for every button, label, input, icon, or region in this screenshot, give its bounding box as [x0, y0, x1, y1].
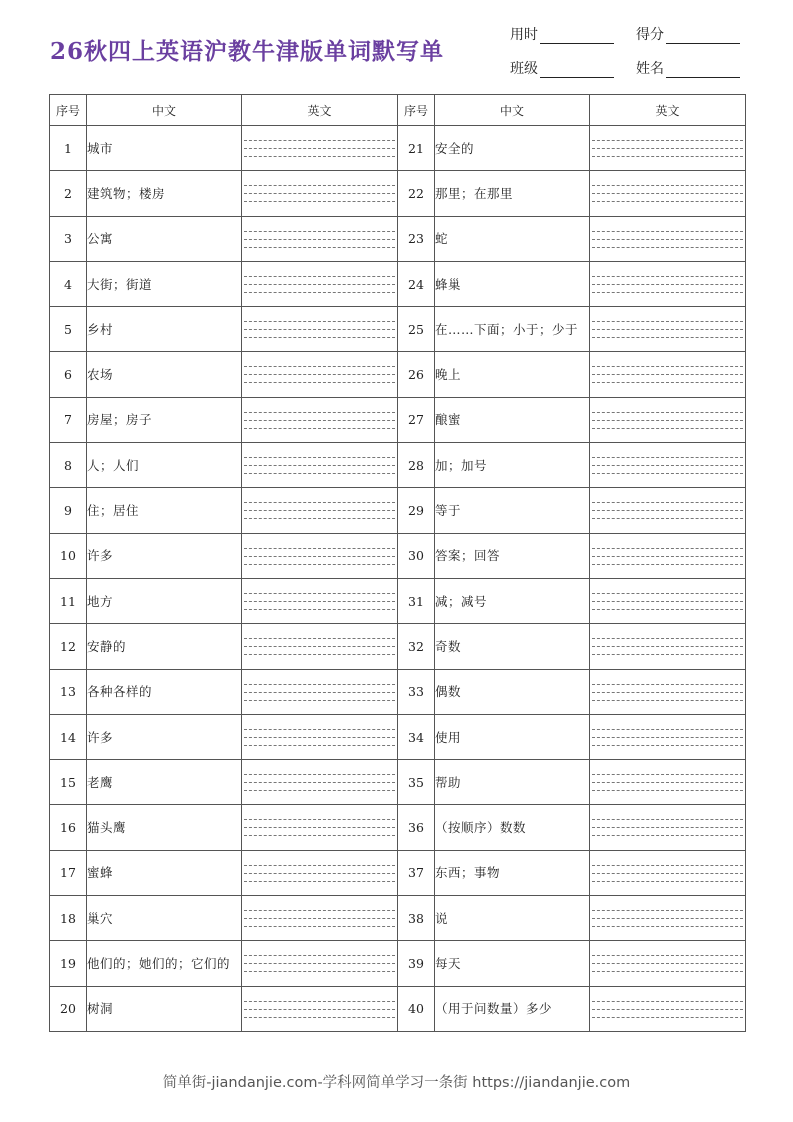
chinese-meaning: 每天 [435, 941, 590, 986]
column-header-chinese: 中文 [435, 95, 590, 126]
writing-guide-line [244, 737, 395, 738]
writing-guide-line [244, 654, 395, 655]
chinese-meaning: 人；人们 [87, 443, 242, 488]
table-row [50, 397, 746, 442]
chinese-meaning: 许多 [87, 533, 242, 578]
writing-guide-line [244, 1009, 395, 1010]
word-number: 3 [50, 216, 87, 261]
writing-guide-line [592, 284, 743, 285]
writing-guide-line [244, 1001, 395, 1002]
writing-guide-line [592, 231, 743, 232]
english-answer-cell[interactable] [242, 352, 398, 397]
chinese-meaning: 奇数 [435, 624, 590, 669]
chinese-meaning: （用于问数量）多少 [435, 986, 590, 1031]
english-answer-cell[interactable] [242, 805, 398, 850]
writing-guide-line [244, 881, 395, 882]
writing-guide-line [592, 918, 743, 919]
chinese-meaning: 老鹰 [87, 760, 242, 805]
table-body [50, 126, 746, 1032]
writing-guide-line [244, 239, 395, 240]
writing-guide-line [592, 835, 743, 836]
writing-guide-line [244, 473, 395, 474]
english-answer-cell[interactable] [590, 216, 746, 261]
english-answer-cell[interactable] [590, 171, 746, 216]
writing-guide-line [244, 963, 395, 964]
word-number: 23 [398, 216, 435, 261]
writing-guide-line [592, 193, 743, 194]
word-number: 8 [50, 443, 87, 488]
english-answer-cell[interactable] [590, 352, 746, 397]
word-number: 28 [398, 443, 435, 488]
writing-guide-line [244, 148, 395, 149]
column-header-chinese: 中文 [87, 95, 242, 126]
chinese-meaning: 建筑物；楼房 [87, 171, 242, 216]
table-row [50, 261, 746, 306]
writing-guide-line [592, 276, 743, 277]
word-number: 30 [398, 533, 435, 578]
chinese-meaning: 东西；事物 [435, 850, 590, 895]
word-number: 12 [50, 624, 87, 669]
writing-guide-line [592, 185, 743, 186]
word-number: 21 [398, 126, 435, 171]
chinese-meaning: 酿蜜 [435, 397, 590, 442]
chinese-meaning: 等于 [435, 488, 590, 533]
writing-guide-line [244, 321, 395, 322]
table-row [50, 578, 746, 623]
writing-guide-line [244, 457, 395, 458]
word-number: 4 [50, 261, 87, 306]
word-number: 37 [398, 850, 435, 895]
writing-guide-line [592, 654, 743, 655]
chinese-meaning: 许多 [87, 714, 242, 759]
writing-guide-line [244, 382, 395, 383]
writing-guide-line [592, 465, 743, 466]
chinese-meaning: 偶数 [435, 669, 590, 714]
writing-guide-line [244, 819, 395, 820]
word-number: 18 [50, 896, 87, 941]
writing-guide-line [244, 865, 395, 866]
word-number: 17 [50, 850, 87, 895]
writing-guide-line [244, 835, 395, 836]
name-field [636, 58, 740, 78]
chinese-meaning: 地方 [87, 578, 242, 623]
writing-guide-line [244, 1017, 395, 1018]
class-field [510, 58, 614, 78]
name-blank[interactable] [666, 63, 740, 78]
word-number: 39 [398, 941, 435, 986]
writing-guide-line [592, 518, 743, 519]
writing-guide-line [244, 140, 395, 141]
writing-guide-line [592, 548, 743, 549]
writing-guide-line [244, 926, 395, 927]
writing-guide-line [592, 366, 743, 367]
writing-guide-line [592, 971, 743, 972]
english-answer-cell[interactable] [242, 714, 398, 759]
writing-guide-line [592, 502, 743, 503]
writing-guide-line [592, 737, 743, 738]
writing-guide-line [244, 366, 395, 367]
word-number: 29 [398, 488, 435, 533]
english-answer-cell[interactable] [590, 986, 746, 1031]
writing-guide-line [592, 692, 743, 693]
time-field [510, 24, 614, 44]
chinese-meaning: 城市 [87, 126, 242, 171]
word-number: 40 [398, 986, 435, 1031]
word-number: 26 [398, 352, 435, 397]
chinese-meaning: 各种各样的 [87, 669, 242, 714]
writing-guide-line [592, 473, 743, 474]
english-answer-cell[interactable] [590, 533, 746, 578]
chinese-meaning: 公寓 [87, 216, 242, 261]
writing-guide-line [244, 692, 395, 693]
writing-guide-line [244, 276, 395, 277]
column-header-english: 英文 [590, 95, 746, 126]
english-answer-cell[interactable] [590, 624, 746, 669]
word-number: 38 [398, 896, 435, 941]
writing-guide-line [592, 1009, 743, 1010]
chinese-meaning: 农场 [87, 352, 242, 397]
writing-guide-line [244, 193, 395, 194]
writing-guide-line [244, 420, 395, 421]
english-answer-cell[interactable] [242, 578, 398, 623]
writing-guide-line [244, 465, 395, 466]
table-row [50, 171, 746, 216]
writing-guide-line [592, 955, 743, 956]
writing-guide-line [244, 548, 395, 549]
chinese-meaning: 在……下面；小于；少于 [435, 307, 590, 352]
writing-guide-line [592, 646, 743, 647]
chinese-meaning: 帮助 [435, 760, 590, 805]
english-answer-cell[interactable] [242, 669, 398, 714]
english-answer-cell[interactable] [242, 397, 398, 442]
table-header-row [50, 95, 746, 126]
english-answer-cell[interactable] [242, 307, 398, 352]
writing-guide-line [592, 601, 743, 602]
english-answer-cell[interactable] [590, 261, 746, 306]
english-answer-cell[interactable] [242, 896, 398, 941]
writing-guide-line [244, 518, 395, 519]
writing-guide-line [244, 774, 395, 775]
writing-guide-line [244, 684, 395, 685]
writing-guide-line [244, 873, 395, 874]
time-blank[interactable] [540, 29, 614, 44]
english-answer-cell[interactable] [590, 578, 746, 623]
chinese-meaning: 那里；在那里 [435, 171, 590, 216]
word-number: 10 [50, 533, 87, 578]
word-number: 32 [398, 624, 435, 669]
writing-guide-line [244, 918, 395, 919]
english-answer-cell[interactable] [242, 533, 398, 578]
writing-guide-line [244, 374, 395, 375]
table-row [50, 216, 746, 261]
chinese-meaning: 使用 [435, 714, 590, 759]
writing-guide-line [592, 382, 743, 383]
english-answer-cell[interactable] [242, 986, 398, 1031]
writing-guide-line [592, 374, 743, 375]
english-answer-cell[interactable] [590, 760, 746, 805]
english-answer-cell[interactable] [242, 624, 398, 669]
english-answer-cell[interactable] [590, 669, 746, 714]
writing-guide-line [244, 556, 395, 557]
word-number: 20 [50, 986, 87, 1031]
writing-guide-line [592, 564, 743, 565]
writing-guide-line [592, 609, 743, 610]
writing-guide-line [592, 873, 743, 874]
word-number: 14 [50, 714, 87, 759]
chinese-meaning: 大街；街道 [87, 261, 242, 306]
writing-guide-line [592, 428, 743, 429]
column-header-number: 序号 [50, 95, 87, 126]
writing-guide-line [592, 420, 743, 421]
writing-guide-line [592, 963, 743, 964]
word-number: 5 [50, 307, 87, 352]
word-number: 22 [398, 171, 435, 216]
table-row [50, 760, 746, 805]
writing-guide-line [244, 292, 395, 293]
english-answer-cell[interactable] [242, 443, 398, 488]
writing-guide-line [592, 684, 743, 685]
writing-guide-line [592, 510, 743, 511]
writing-guide-line [592, 247, 743, 248]
time-label: 用时 [510, 27, 538, 43]
english-answer-cell[interactable] [242, 261, 398, 306]
name-label: 姓名 [636, 61, 664, 77]
writing-guide-line [592, 556, 743, 557]
table-row [50, 488, 746, 533]
chinese-meaning: 房屋；房子 [87, 397, 242, 442]
english-answer-cell[interactable] [242, 126, 398, 171]
writing-guide-line [244, 745, 395, 746]
english-answer-cell[interactable] [242, 760, 398, 805]
word-number: 11 [50, 578, 87, 623]
writing-guide-line [244, 971, 395, 972]
english-answer-cell[interactable] [242, 941, 398, 986]
writing-guide-line [244, 782, 395, 783]
writing-guide-line [244, 729, 395, 730]
writing-guide-line [592, 337, 743, 338]
table-row [50, 352, 746, 397]
word-number: 15 [50, 760, 87, 805]
page-title: 26秋四上英语沪教牛津版单词默写单 [50, 38, 445, 65]
word-number: 25 [398, 307, 435, 352]
table-row [50, 307, 746, 352]
writing-guide-line [592, 881, 743, 882]
word-number: 13 [50, 669, 87, 714]
writing-guide-line [244, 593, 395, 594]
english-answer-cell[interactable] [590, 443, 746, 488]
word-number: 31 [398, 578, 435, 623]
writing-guide-line [592, 292, 743, 293]
writing-guide-line [244, 201, 395, 202]
vocabulary-table [49, 94, 746, 1032]
chinese-meaning: 蛇 [435, 216, 590, 261]
writing-guide-line [244, 247, 395, 248]
chinese-meaning: 蜂巢 [435, 261, 590, 306]
english-answer-cell[interactable] [590, 307, 746, 352]
table-row [50, 714, 746, 759]
writing-guide-line [244, 700, 395, 701]
table-row [50, 443, 746, 488]
writing-guide-line [244, 955, 395, 956]
writing-guide-line [592, 1017, 743, 1018]
english-answer-cell[interactable] [590, 941, 746, 986]
writing-guide-line [592, 201, 743, 202]
writing-guide-line [592, 790, 743, 791]
table-row [50, 986, 746, 1031]
word-number: 6 [50, 352, 87, 397]
table-row [50, 941, 746, 986]
chinese-meaning: 蜜蜂 [87, 850, 242, 895]
word-number: 35 [398, 760, 435, 805]
chinese-meaning: 晚上 [435, 352, 590, 397]
writing-guide-line [592, 729, 743, 730]
writing-guide-line [592, 865, 743, 866]
writing-guide-line [244, 601, 395, 602]
writing-guide-line [592, 412, 743, 413]
writing-guide-line [592, 910, 743, 911]
writing-guide-line [244, 284, 395, 285]
writing-guide-line [592, 148, 743, 149]
chinese-meaning: 安静的 [87, 624, 242, 669]
word-number: 33 [398, 669, 435, 714]
english-answer-cell[interactable] [590, 126, 746, 171]
score-label: 得分 [636, 27, 664, 43]
class-label: 班级 [510, 61, 538, 77]
word-number: 24 [398, 261, 435, 306]
word-number: 1 [50, 126, 87, 171]
writing-guide-line [592, 156, 743, 157]
english-answer-cell[interactable] [590, 805, 746, 850]
score-field [636, 24, 740, 44]
column-header-english: 英文 [242, 95, 398, 126]
english-answer-cell[interactable] [590, 397, 746, 442]
writing-guide-line [592, 819, 743, 820]
writing-guide-line [592, 745, 743, 746]
word-number: 19 [50, 941, 87, 986]
writing-guide-line [244, 185, 395, 186]
table-row [50, 533, 746, 578]
writing-guide-line [592, 774, 743, 775]
chinese-meaning: 树洞 [87, 986, 242, 1031]
writing-guide-line [244, 231, 395, 232]
word-number: 16 [50, 805, 87, 850]
chinese-meaning: 减；减号 [435, 578, 590, 623]
word-number: 2 [50, 171, 87, 216]
chinese-meaning: 巢穴 [87, 896, 242, 941]
writing-guide-line [244, 412, 395, 413]
writing-guide-line [592, 321, 743, 322]
word-number: 9 [50, 488, 87, 533]
english-answer-cell[interactable] [242, 488, 398, 533]
table-row [50, 669, 746, 714]
table-row [50, 126, 746, 171]
chinese-meaning: 他们的；她们的；它们的 [87, 941, 242, 986]
english-answer-cell[interactable] [590, 714, 746, 759]
writing-guide-line [592, 140, 743, 141]
writing-guide-line [244, 564, 395, 565]
writing-guide-line [244, 156, 395, 157]
english-answer-cell[interactable] [590, 488, 746, 533]
word-number: 36 [398, 805, 435, 850]
writing-guide-line [244, 646, 395, 647]
score-blank[interactable] [666, 29, 740, 44]
writing-guide-line [244, 337, 395, 338]
writing-guide-line [592, 638, 743, 639]
writing-guide-line [592, 782, 743, 783]
chinese-meaning: 安全的 [435, 126, 590, 171]
writing-guide-line [244, 428, 395, 429]
table-row [50, 850, 746, 895]
writing-guide-line [592, 329, 743, 330]
word-number: 27 [398, 397, 435, 442]
writing-guide-line [244, 329, 395, 330]
writing-guide-line [244, 502, 395, 503]
chinese-meaning: 乡村 [87, 307, 242, 352]
chinese-meaning: 猫头鹰 [87, 805, 242, 850]
writing-guide-line [592, 239, 743, 240]
writing-guide-line [592, 593, 743, 594]
chinese-meaning: 答案；回答 [435, 533, 590, 578]
english-answer-cell[interactable] [590, 850, 746, 895]
english-answer-cell[interactable] [242, 850, 398, 895]
writing-guide-line [592, 827, 743, 828]
writing-guide-line [592, 457, 743, 458]
chinese-meaning: （按顺序）数数 [435, 805, 590, 850]
english-answer-cell[interactable] [242, 171, 398, 216]
english-answer-cell[interactable] [590, 896, 746, 941]
table-row [50, 805, 746, 850]
writing-guide-line [244, 790, 395, 791]
writing-guide-line [244, 609, 395, 610]
footer-text: 简单街-jiandanjie.com-学科网简单学习一条街 https://jiandanjie.com [162, 1075, 631, 1091]
chinese-meaning: 加；加号 [435, 443, 590, 488]
writing-guide-line [244, 910, 395, 911]
class-blank[interactable] [540, 63, 614, 78]
writing-guide-line [244, 827, 395, 828]
chinese-meaning: 说 [435, 896, 590, 941]
chinese-meaning: 住；居住 [87, 488, 242, 533]
english-answer-cell[interactable] [242, 216, 398, 261]
word-number: 7 [50, 397, 87, 442]
word-number: 34 [398, 714, 435, 759]
column-header-number: 序号 [398, 95, 435, 126]
table-row [50, 896, 746, 941]
writing-guide-line [592, 1001, 743, 1002]
writing-guide-line [592, 700, 743, 701]
writing-guide-line [244, 638, 395, 639]
writing-guide-line [244, 510, 395, 511]
writing-guide-line [592, 926, 743, 927]
table-row [50, 624, 746, 669]
